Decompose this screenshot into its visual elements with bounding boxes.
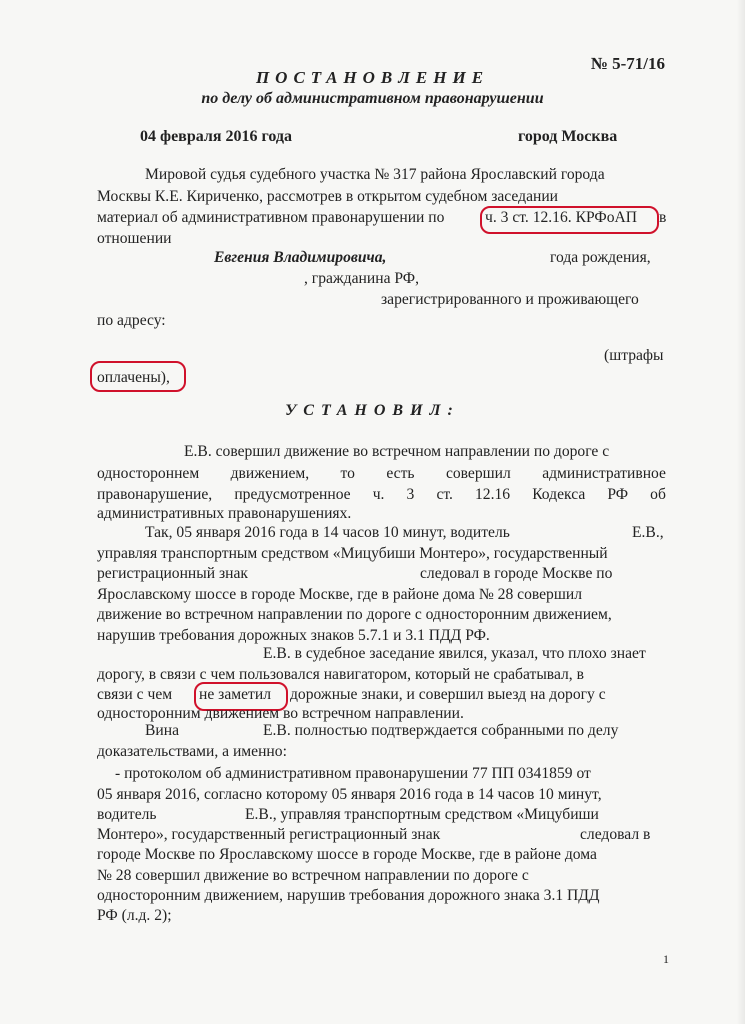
body-p5-line-8: РФ (л.д. 2); [97, 907, 172, 924]
body-p2-line-2: управляя транспортным средством «Мицубиши Монтеро», государственный [97, 545, 608, 562]
registration-text: зарегистрированного и проживающего [381, 291, 639, 308]
address-label: по адресу: [97, 312, 166, 329]
body-p2-line-3a: регистрационный знак [97, 565, 249, 582]
body-p3-line-3c: дорожные знаки, и совершил выезд на дорогу с [290, 686, 606, 703]
body-p1-line-1: Е.В. совершил движение во встречном направлении по дороге с [184, 443, 610, 460]
document-date: 04 февраля 2016 года [140, 128, 292, 145]
body-p5-line-4b: следовал в [580, 826, 651, 843]
body-p5-line-1: - протоколом об административном правонарушении 77 ПП 0341859 от [115, 765, 591, 782]
body-p2-line-4: Ярославскому шоссе в городе Москве, где в районе дома № 28 совершил [97, 586, 582, 603]
body-p2-line-6: нарушив требования дорожных знаков 5.7.1 и 3.1 ПДД РФ. [97, 627, 490, 644]
body-p5-line-7: односторонним движением, нарушив требования дорожного знака 3.1 ПДД [97, 887, 600, 904]
body-p3-line-3a: связи с чем [97, 686, 173, 703]
body-p3-line-1: Е.В. в судебное заседание явился, указал, что плохо знает [263, 645, 646, 662]
body-p2-line-3b: следовал в городе Москве по [420, 565, 613, 582]
body-p4-line-1b: Е.В. полностью подтверждается собранными по делу [263, 722, 619, 739]
document-subtitle: по делу об административном правонарушении [201, 90, 544, 107]
body-p2-line-1b: Е.В., [632, 524, 664, 541]
body-p5-line-3b: Е.В., управляя транспортным средством «Мицубиши [245, 806, 599, 823]
section-heading: УСТАНОВИЛ: [285, 402, 460, 419]
page-number: 1 [663, 952, 669, 966]
body-p4-line-1a: Вина [145, 722, 180, 739]
birth-year-label: года рождения, [550, 249, 651, 266]
document-city: город Москва [518, 128, 618, 145]
citizenship-text: , гражданина РФ, [304, 270, 420, 287]
intro-line-3a: материал об административном правонарушении по [97, 209, 445, 226]
intro-article-ref: ч. 3 ст. 12.16. КРФоАП [485, 209, 638, 226]
body-p3-line-4: односторонним движением во встречном направлении. [97, 705, 464, 722]
body-p2-line-1a: Так, 05 января 2016 года в 14 часов 10 минут, водитель [145, 524, 510, 541]
body-p5-line-2: 05 января 2016, согласно которому 05 января 2016 года в 14 часов 10 минут, [97, 786, 602, 803]
fines-text: (штрафы [604, 347, 664, 364]
intro-line-2: Москвы К.Е. Кириченко, рассмотрев в открытом судебном заседании [97, 188, 559, 205]
body-p3-not-noticed: не заметил [199, 686, 271, 703]
body-p1-line-3: правонарушение, предусмотренное ч. 3 ст. 12.16 Кодекса РФ об [97, 486, 666, 503]
body-p5-line-4a: Монтеро», государственный регистрационный знак [97, 826, 441, 843]
body-p1-line-4: административных правонарушениях. [97, 505, 352, 522]
body-p5-line-6: № 28 совершил движение во встречном направлении по дороге с [97, 867, 529, 884]
document-title: ПОСТАНОВЛЕНИЕ [255, 68, 490, 87]
body-p5-line-3a: водитель [97, 806, 157, 823]
intro-line-1: Мировой судья судебного участка № 317 района Ярославский города [145, 166, 605, 183]
defendant-name: Евгения Владимировича, [214, 249, 387, 266]
body-p1-line-2: одностороннем движением, то есть совершил административное [97, 465, 666, 482]
body-p4-line-2: доказательствами, а именно: [97, 743, 287, 760]
case-number: № 5-71/16 [590, 54, 665, 73]
body-p5-line-5: городе Москве по Ярославскому шоссе в городе Москве, где в районе дома [97, 846, 597, 863]
intro-line-3c: в [659, 209, 667, 226]
body-p3-line-2: дорогу, в связи с чем пользовался навигатором, который не срабатывал, в [97, 666, 584, 683]
paid-text: оплачены), [97, 369, 170, 386]
body-p2-line-5: движение во встречном направлении по дороге с односторонним движением, [97, 606, 612, 623]
intro-line-4: отношении [97, 230, 172, 247]
scan-edge-shadow [737, 0, 745, 1024]
